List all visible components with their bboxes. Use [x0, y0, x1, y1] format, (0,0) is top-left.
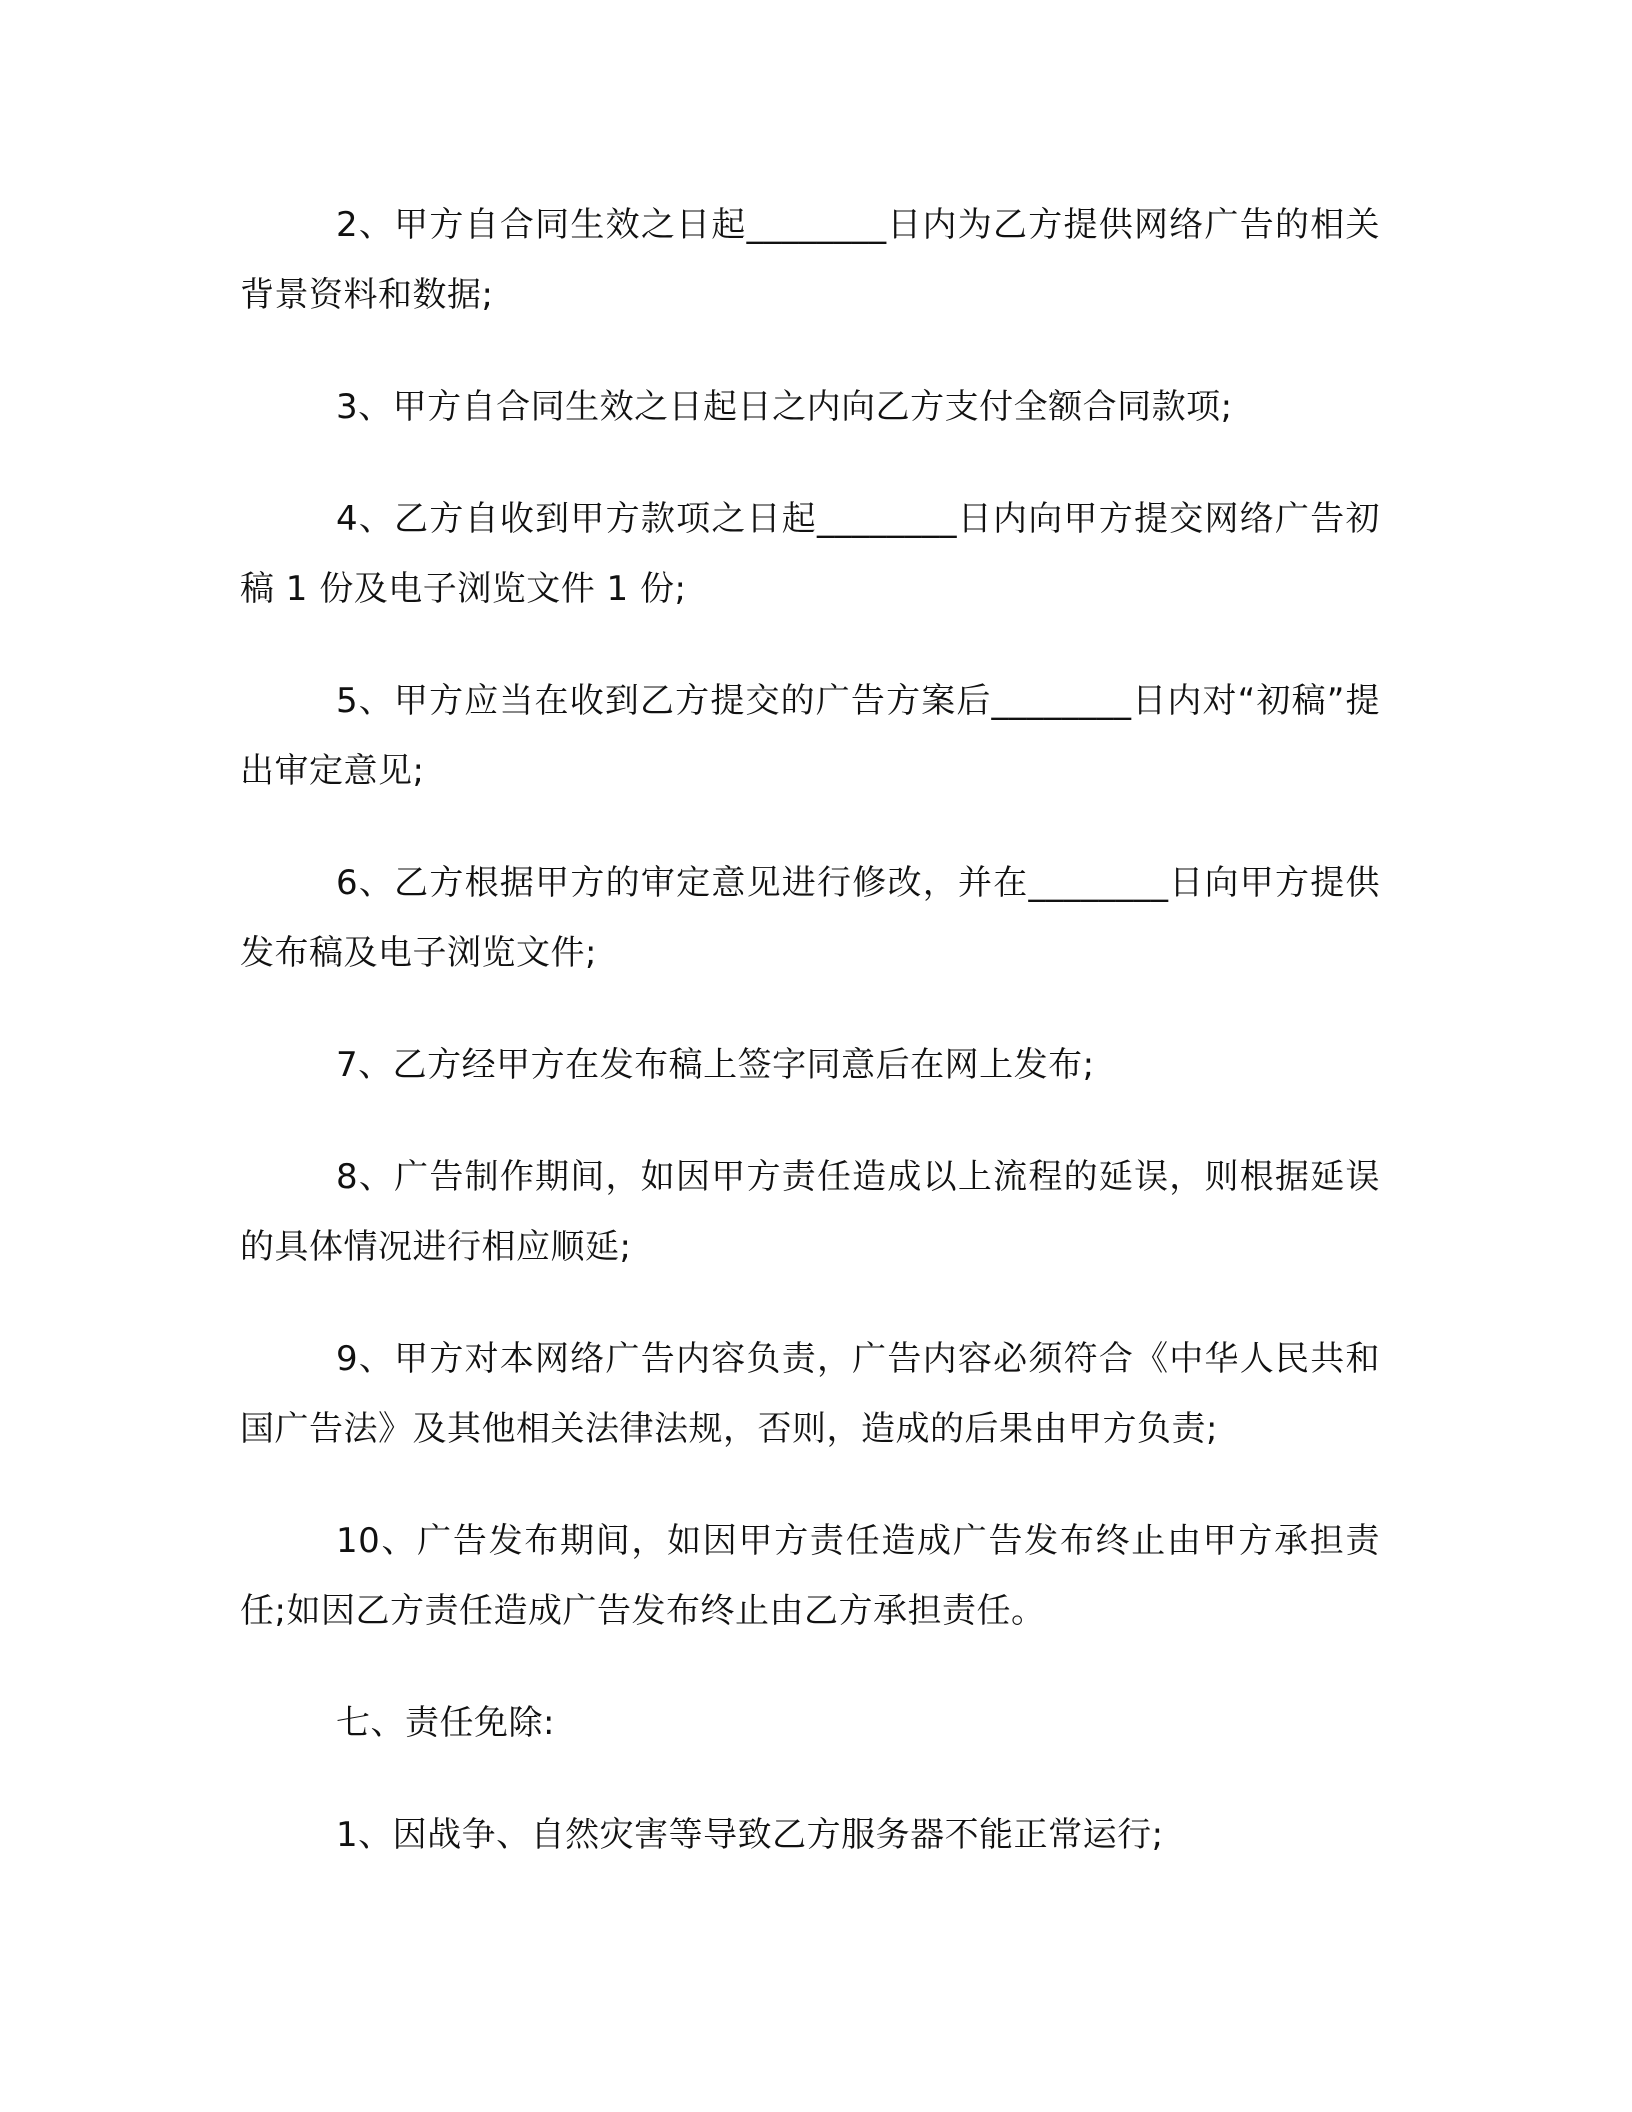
clause-6: 6、乙方根据甲方的审定意见进行修改，并在________日向甲方提供发布稿及电子浏览文件; [240, 863, 1380, 973]
clause-5: 5、甲方应当在收到乙方提交的广告方案后________日内对“初稿”提出审定意见; [240, 681, 1380, 791]
exemption-item-1: 1、因战争、自然灾害等导致乙方服务器不能正常运行; [336, 1815, 1164, 1855]
document-page [240, 190, 1380, 1912]
clause-7: 7、乙方经甲方在发布稿上签字同意后在网上发布; [336, 1045, 1095, 1085]
clause-10: 10、广告发布期间，如因甲方责任造成广告发布终止由甲方承担责任;如因乙方责任造成广告发布终止由乙方承担责任。 [240, 1521, 1380, 1631]
clause-8: 8、广告制作期间，如因甲方责任造成以上流程的延误，则根据延误的具体情况进行相应顺延; [240, 1157, 1380, 1267]
clause-2: 2、甲方自合同生效之日起________日内为乙方提供网络广告的相关背景资料和数据; [240, 205, 1380, 315]
clause-3: 3、甲方自合同生效之日起日之内向乙方支付全额合同款项; [336, 387, 1233, 427]
section-heading-liability-exemption: 七、责任免除: [336, 1703, 555, 1743]
clause-4: 4、乙方自收到甲方款项之日起________日内向甲方提交网络广告初稿 1 份及电子浏览文件 1 份; [240, 499, 1380, 609]
clause-9: 9、甲方对本网络广告内容负责，广告内容必须符合《中华人民共和国广告法》及其他相关法律法规，否则，造成的后果由甲方负责; [240, 1339, 1380, 1449]
